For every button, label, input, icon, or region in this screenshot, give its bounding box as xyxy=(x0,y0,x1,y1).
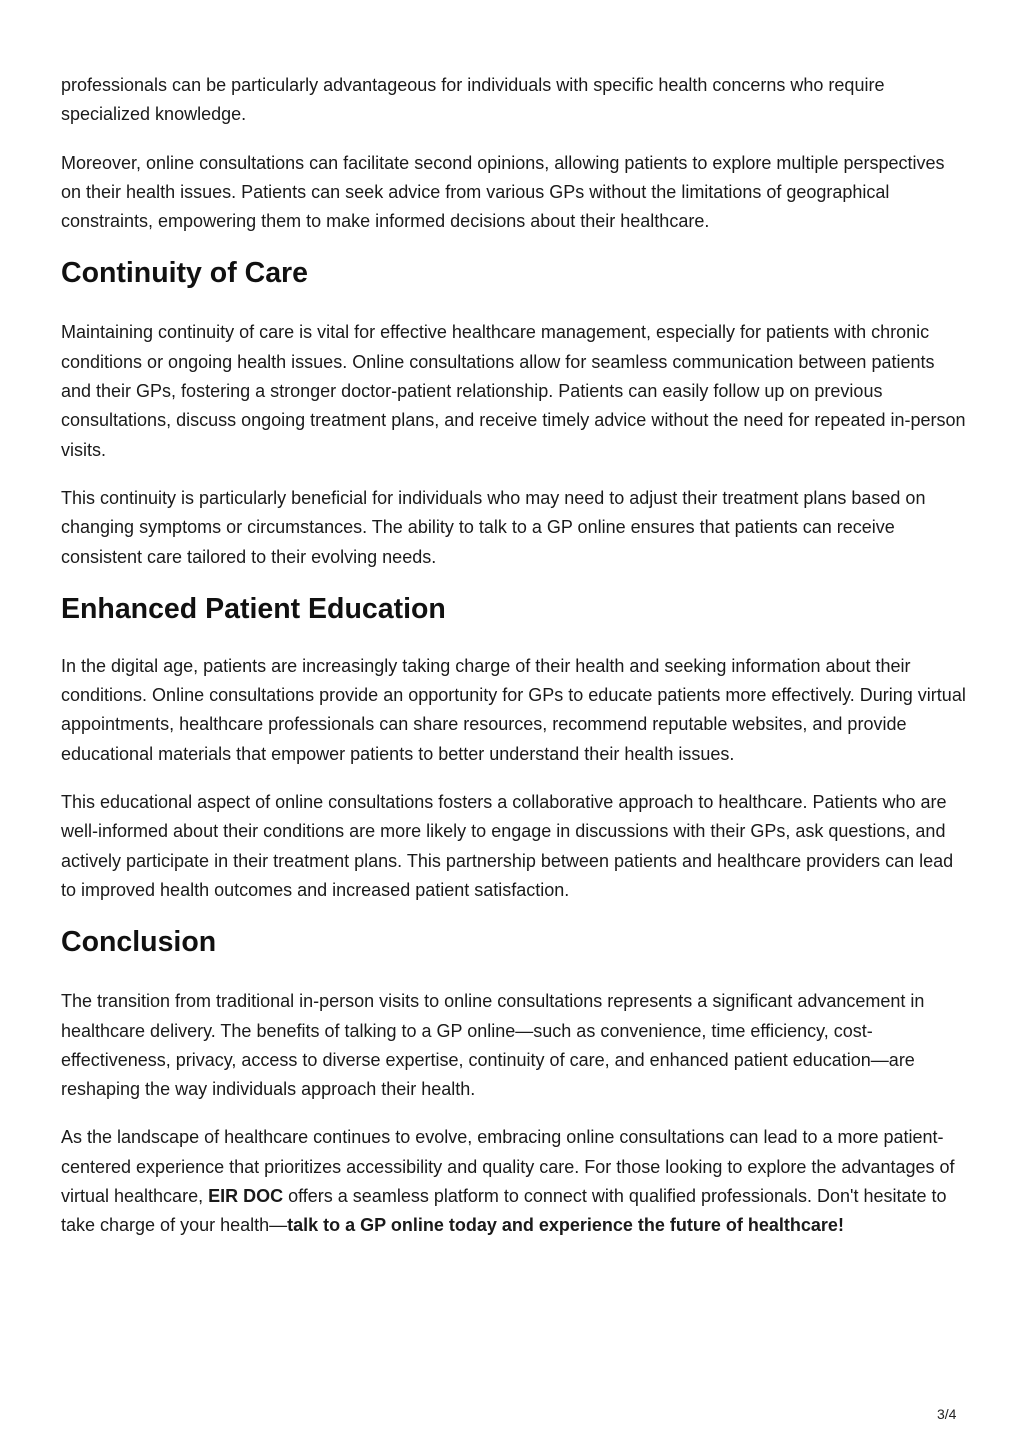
education-paragraph-2: This educational aspect of online consultations fosters a collaborative approach to healthcare. Patients who are well-informed about their conditions are more likely to engage in discussions with their GPs, ask questions, and actively participate in their treatment plans. This partnership between patients and healthcare providers can lead to improved health outcomes and increased patient satisfaction. xyxy=(61,792,954,900)
page-number: 3/4 xyxy=(937,1406,957,1422)
continuity-paragraph-1: Maintaining continuity of care is vital for effective healthcare management, especially for patients with chronic conditions or ongoing health issues. Online consultations allow for seamless communication between patients and their GPs, fostering a stronger doctor-patient relationship. Patients can easily follow up on previous consultations, discuss ongoing treatment plans, and receive timely advice without the need for repeated in-person visits. xyxy=(61,322,966,460)
intro-paragraph-2: Moreover, online consultations can facilitate second opinions, allowing patients to explore multiple perspectives on their health issues. Patients can seek advice from various GPs without the limitations of geographical constraints, empowering them to make informed decisions about their healthcare. xyxy=(61,152,945,232)
intro-paragraph-1: professionals can be particularly advantageous for individuals with specific health concerns who require specialized knowledge. xyxy=(61,75,885,125)
continuity-paragraph-2: This continuity is particularly beneficial for individuals who may need to adjust their treatment plans based on changing symptoms or circumstances. The ability to talk to a GP online ensures that patients can receive consistent care tailored to their evolving needs. xyxy=(61,487,926,567)
education-paragraph-1: In the digital age, patients are increasingly taking charge of their health and seeking information about their conditions. Online consultations provide an opportunity for GPs to educate patients more effectively. During virtual appointments, healthcare professionals can share resources, recommend reputable websites, and provide educational materials that empower patients to better understand their health issues. xyxy=(61,655,966,764)
heading-conclusion: Conclusion xyxy=(61,926,217,959)
document-page xyxy=(61,71,967,1260)
conclusion-text-part-1: As the landscape of healthcare continues to evolve, embracing online consultations can lead to a more patient-centered experience that prioritizes accessibility and quality care. For those looking to explore the advantages of virtual healthcare, xyxy=(61,1127,955,1207)
heading-enhanced-patient-education: Enhanced Patient Education xyxy=(61,592,446,625)
conclusion-paragraph-1: The transition from traditional in-person visits to online consultations represents a significant advancement in healthcare delivery. The benefits of talking to a GP online—such as convenience, time efficiency, cost-effectiveness, privacy, access to diverse expertise, continuity of care, and enhanced patient education—are reshaping the way individuals approach their health. xyxy=(61,991,925,1100)
conclusion-text-part-2: offers a seamless platform to connect with qualified professionals. Don't hesitate to take charge of your health— xyxy=(61,1186,947,1236)
conclusion-paragraph-2 xyxy=(61,1123,967,1240)
heading-continuity-of-care: Continuity of Care xyxy=(61,257,308,290)
call-to-action: talk to a GP online today and experience the future of healthcare! xyxy=(287,1215,844,1236)
brand-name: EIR DOC xyxy=(208,1186,284,1207)
